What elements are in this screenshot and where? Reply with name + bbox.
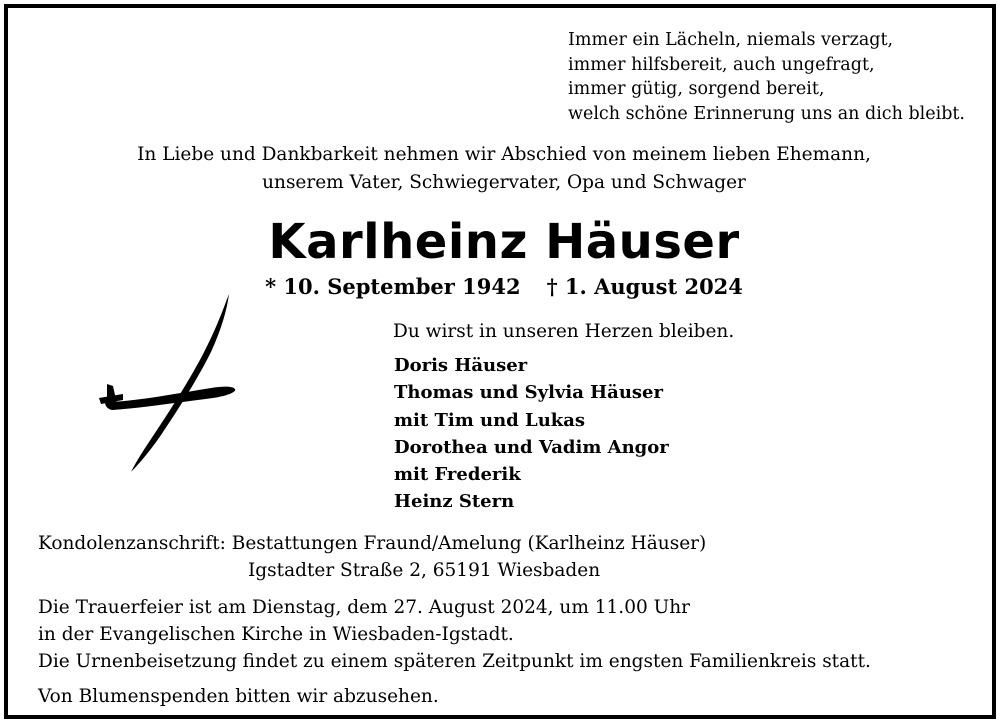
verse-line: Immer ein Lächeln, niemals verzagt, bbox=[568, 30, 894, 50]
family-member: mit Frederik bbox=[394, 464, 521, 486]
death-date: † 1. August 2024 bbox=[546, 274, 743, 299]
condolence-line: Kondolenzanschrift: Bestattungen Fraund/Amelung (Karlheinz Häuser) bbox=[38, 533, 707, 554]
flowers-note: Von Blumenspenden bitten wir abzusehen. bbox=[38, 686, 439, 707]
ceremony-line: Die Trauerfeier ist am Dienstag, dem 27. August 2024, um 11.00 Uhr bbox=[38, 597, 690, 618]
intro-line: unserem Vater, Schwiegervater, Opa und Schwager bbox=[262, 172, 746, 193]
ceremony-line: Die Urnenbeisetzung findet zu einem späteren Zeitpunkt im engsten Familienkreis statt. bbox=[38, 651, 871, 672]
ceremony-info bbox=[38, 594, 871, 675]
memorial-verse bbox=[568, 28, 965, 126]
family-member: Heinz Stern bbox=[394, 491, 515, 513]
family-list bbox=[394, 352, 669, 516]
obituary-notice bbox=[4, 4, 996, 719]
condolence-address bbox=[38, 530, 706, 584]
deceased-name: Karlheinz Häuser bbox=[268, 214, 740, 270]
verse-line: welch schöne Erinnerung uns an dich bleibt. bbox=[568, 103, 965, 124]
glider-icon bbox=[93, 288, 243, 478]
family-member: Doris Häuser bbox=[394, 355, 528, 376]
intro-text bbox=[8, 141, 1000, 197]
farewell-text: Du wirst in unseren Herzen bleiben. bbox=[393, 321, 735, 342]
intro-line: In Liebe und Dankbarkeit nehmen wir Abschied von meinem lieben Ehemann, bbox=[137, 144, 871, 165]
family-member: Thomas und Sylvia Häuser bbox=[394, 382, 663, 404]
family-member: Dorothea und Vadim Angor bbox=[394, 436, 669, 458]
family-member: mit Tim und Lukas bbox=[394, 409, 586, 431]
birth-date: * 10. September 1942 bbox=[265, 274, 521, 299]
verse-line: immer gütig, sorgend bereit, bbox=[568, 79, 825, 99]
condolence-street: Igstadter Straße 2, 65191 Wiesbaden bbox=[248, 560, 601, 581]
verse-line: immer hilfsbereit, auch ungefragt, bbox=[568, 54, 875, 75]
ceremony-line: in der Evangelischen Kirche in Wiesbaden-Igstadt. bbox=[38, 624, 514, 645]
